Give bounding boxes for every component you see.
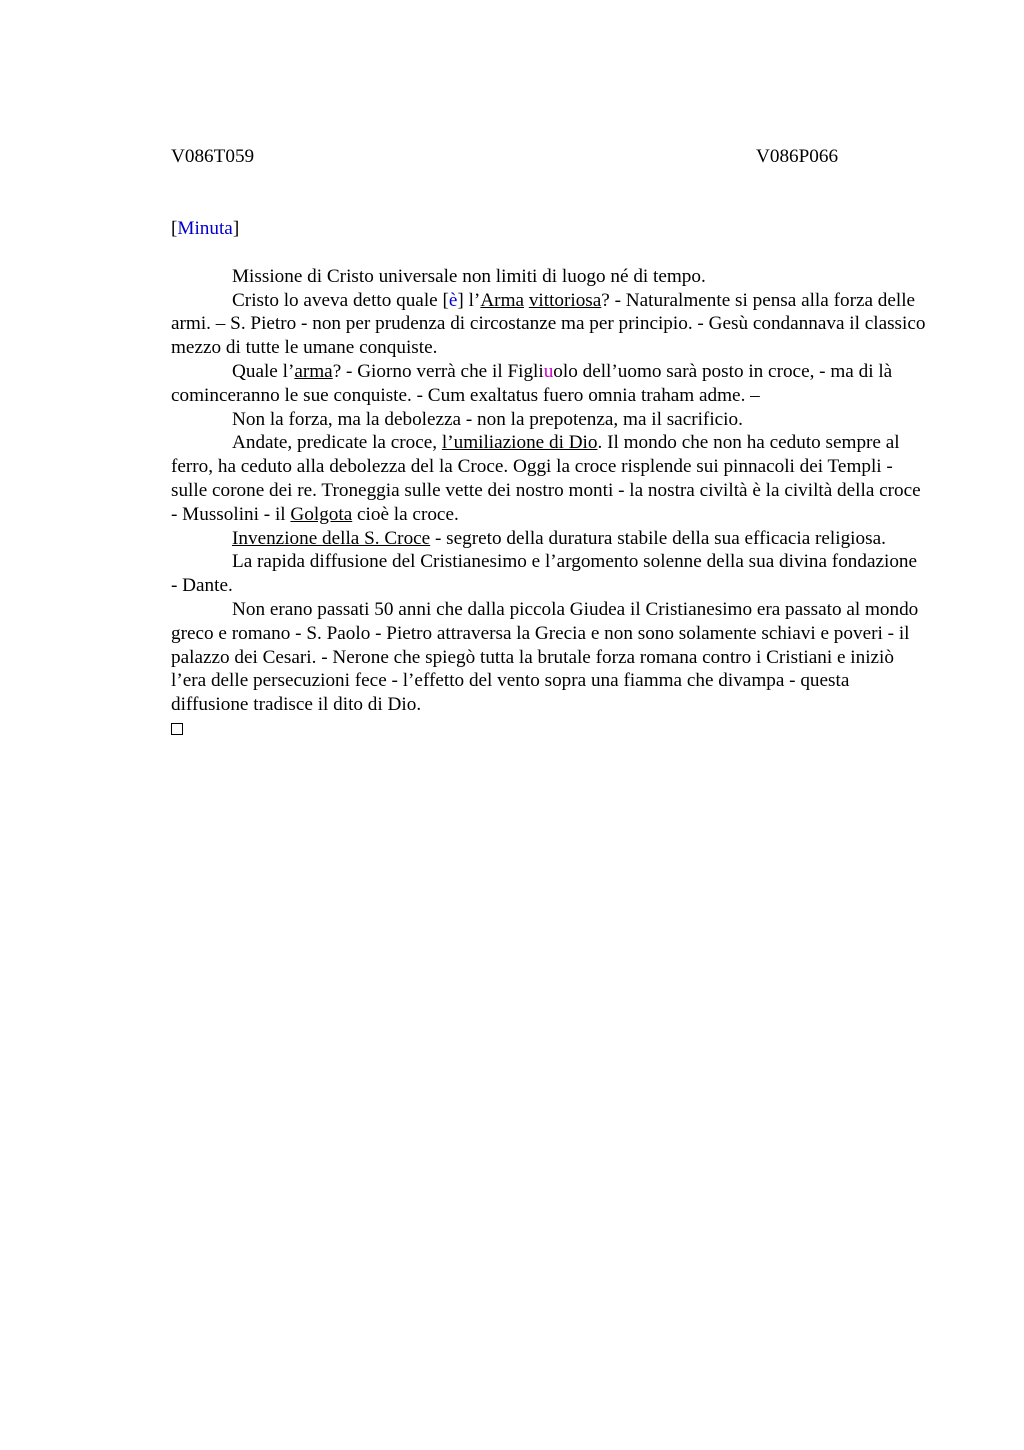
paragraph-3 [171, 360, 927, 408]
tag-open-bracket: [ [171, 218, 178, 239]
tag-label: Minuta [177, 218, 233, 239]
paragraph-5 [171, 431, 927, 526]
document-body [171, 265, 927, 742]
minuta-tag [171, 217, 927, 241]
tag-close-bracket: ] [232, 218, 240, 239]
end-marker-box [171, 717, 927, 742]
p5-underlined-umiliazione: l’umiliazione di Dio [441, 432, 598, 454]
paragraph-8: Non erano passati 50 anni che dalla piccola Giudea il Cristianesimo era passato al mondo greco e romano - S. Paolo - Pietro attraversa la Grecia e non sono solamente schiavi e poveri - il palazzo dei Cesari. - Nerone che spiegò tutta la brutale forza romana contro i Cristiani e iniziò l’era delle persecuzioni fece - l’effetto del vento sopra una fiamma che divampa - questa diffusione tradisce il dito di Dio. [171, 598, 919, 716]
p5-underlined-golgota: Golgota [290, 503, 353, 525]
document-code-right: V086P066 [756, 146, 839, 167]
p5-text-a: Andate, predicate la croce, [232, 432, 442, 454]
p3-text-a: Quale l’ [232, 360, 295, 382]
p3-underlined-arma: arma [294, 360, 333, 382]
p3-text-c: ? - Giorno verrà che il Figli [332, 360, 544, 382]
p2-underlined-arma: Arma [480, 289, 525, 311]
p6-text-b: - segreto della duratura stabile della sua efficacia religiosa. [430, 527, 886, 549]
p5-text-e: cioè la croce. [352, 503, 459, 525]
p2-underlined-vittoriosa: vittoriosa [528, 289, 602, 311]
p6-underlined-invenzione: Invenzione della S. Croce [232, 527, 431, 549]
p3-text-e: olo dell’uomo sarà posto in croce, - ma di là cominceranno le sue conquiste. - Cum exaltatus fuero omnia traham adme. – [171, 360, 893, 406]
p5-text-c: . Il mondo che non ha ceduto sempre al ferro, ha ceduto alla debolezza del la Croce. Oggi la croce risplende sui pinnacoli dei Templi - sulle corone dei re. Troneggia sulle vette dei nostro monti - la nostra civiltà è la civiltà della croce - Mussolini - il [171, 432, 921, 525]
p2-text-c: ] l’ [457, 289, 481, 311]
paragraph-2 [171, 289, 927, 360]
document-header [171, 145, 927, 169]
paragraph-4: Non la forza, ma la debolezza - non la prepotenza, ma il sacrificio. [232, 408, 743, 430]
p2-insertion: è [448, 289, 458, 311]
document-code-left: V086T059 [171, 146, 255, 167]
paragraph-7: La rapida diffusione del Cristianesimo e l’argomento solenne della sua divina fondazione - Dante. [171, 551, 918, 597]
square-icon [171, 723, 183, 735]
p2-text-a: Cristo lo aveva detto quale [ [232, 289, 449, 311]
document-page [171, 145, 927, 742]
paragraph-1: Missione di Cristo universale non limiti di luogo né di tempo. [232, 265, 706, 287]
p3-correction: u [543, 360, 554, 382]
paragraph-6 [171, 527, 927, 551]
p2-text-g: ? - Naturalmente si pensa alla forza delle armi. – S. Pietro - non per prudenza di circostanze ma per principio. - Gesù condannava il classico mezzo di tutte le umane conquiste. [171, 289, 926, 359]
